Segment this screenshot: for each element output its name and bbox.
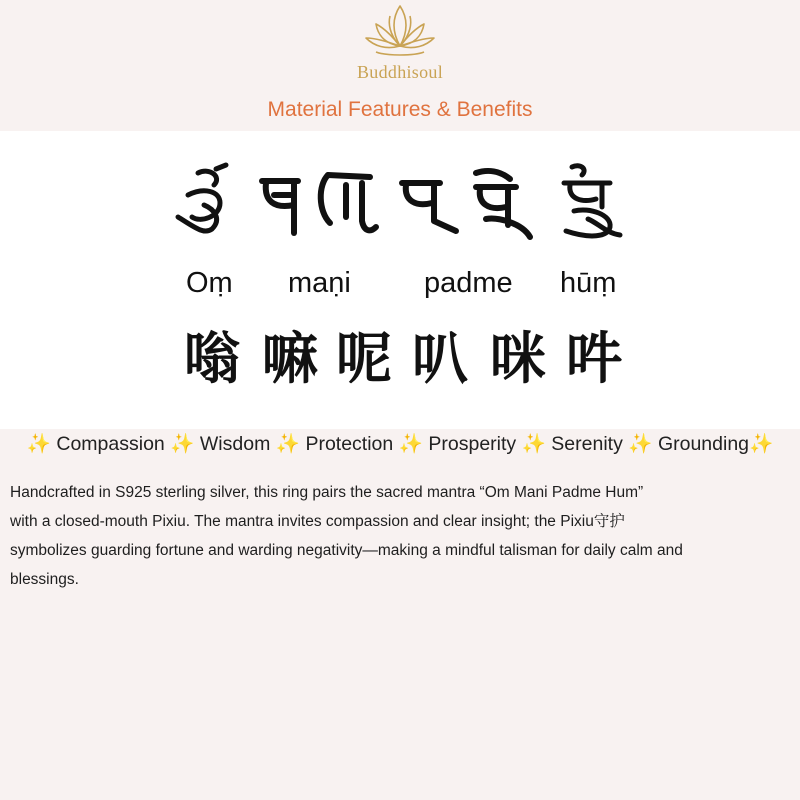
description-line: blessings. xyxy=(10,571,79,588)
roman-syllable: padme xyxy=(424,267,513,299)
mantra-panel xyxy=(0,131,800,429)
sparkles-icon: ✨ xyxy=(521,433,546,455)
roman-syllable: Oṃ xyxy=(186,267,233,299)
sparkles-icon: ✨ xyxy=(26,433,51,455)
chinese-character: 叭 xyxy=(412,326,468,392)
description-line: Handcrafted in S925 sterling silver, this ring pairs the sacred mantra “Om Mani Padme Hum” xyxy=(10,484,644,501)
sparkles-icon: ✨ xyxy=(275,433,301,455)
chinese-character: 吽 xyxy=(566,326,622,392)
sparkles-icon: ✨ xyxy=(170,433,195,455)
product-description xyxy=(10,478,790,594)
sparkles-icon: ✨ xyxy=(749,433,774,455)
lotus-icon xyxy=(362,2,438,60)
benefit-item: Protection xyxy=(305,433,394,455)
brand-name: Buddhisoul xyxy=(356,62,443,82)
chinese-character: 呢 xyxy=(336,326,392,392)
roman-syllable: hūṃ xyxy=(560,267,617,299)
mantra-romanization xyxy=(0,267,800,307)
sparkles-icon: ✨ xyxy=(628,433,653,455)
glyph-ni xyxy=(321,175,376,230)
chinese-character: 嗡 xyxy=(184,326,240,392)
glyph-ma xyxy=(262,181,298,233)
benefit-item: Grounding xyxy=(657,433,750,455)
benefit-item: Serenity xyxy=(551,433,623,455)
sparkles-icon: ✨ xyxy=(398,433,423,455)
glyph-hum xyxy=(564,166,620,236)
mantra-chinese xyxy=(0,315,800,392)
benefits-list xyxy=(0,432,800,456)
chinese-character: 咪 xyxy=(490,326,546,392)
chinese-character: 嘛 xyxy=(262,326,318,392)
glyph-pad xyxy=(402,183,456,231)
benefit-item: Compassion xyxy=(56,433,165,455)
glyph-me xyxy=(476,171,530,237)
header xyxy=(0,0,800,131)
description-line: with a closed-mouth Pixiu. The mantra invites compassion and clear insight; the Pixiu守护 xyxy=(10,513,625,530)
section-title: Material Features & Benefits xyxy=(267,98,533,121)
benefit-item: Prosperity xyxy=(428,433,517,455)
roman-syllable: maṇi xyxy=(288,267,351,299)
tibetan-mantra-glyphs xyxy=(170,161,630,251)
description-line: symbolizes guarding fortune and warding negativity—making a mindful talisman for daily calm and xyxy=(10,542,683,559)
benefit-item: Wisdom xyxy=(199,433,271,455)
glyph-om xyxy=(178,165,226,231)
